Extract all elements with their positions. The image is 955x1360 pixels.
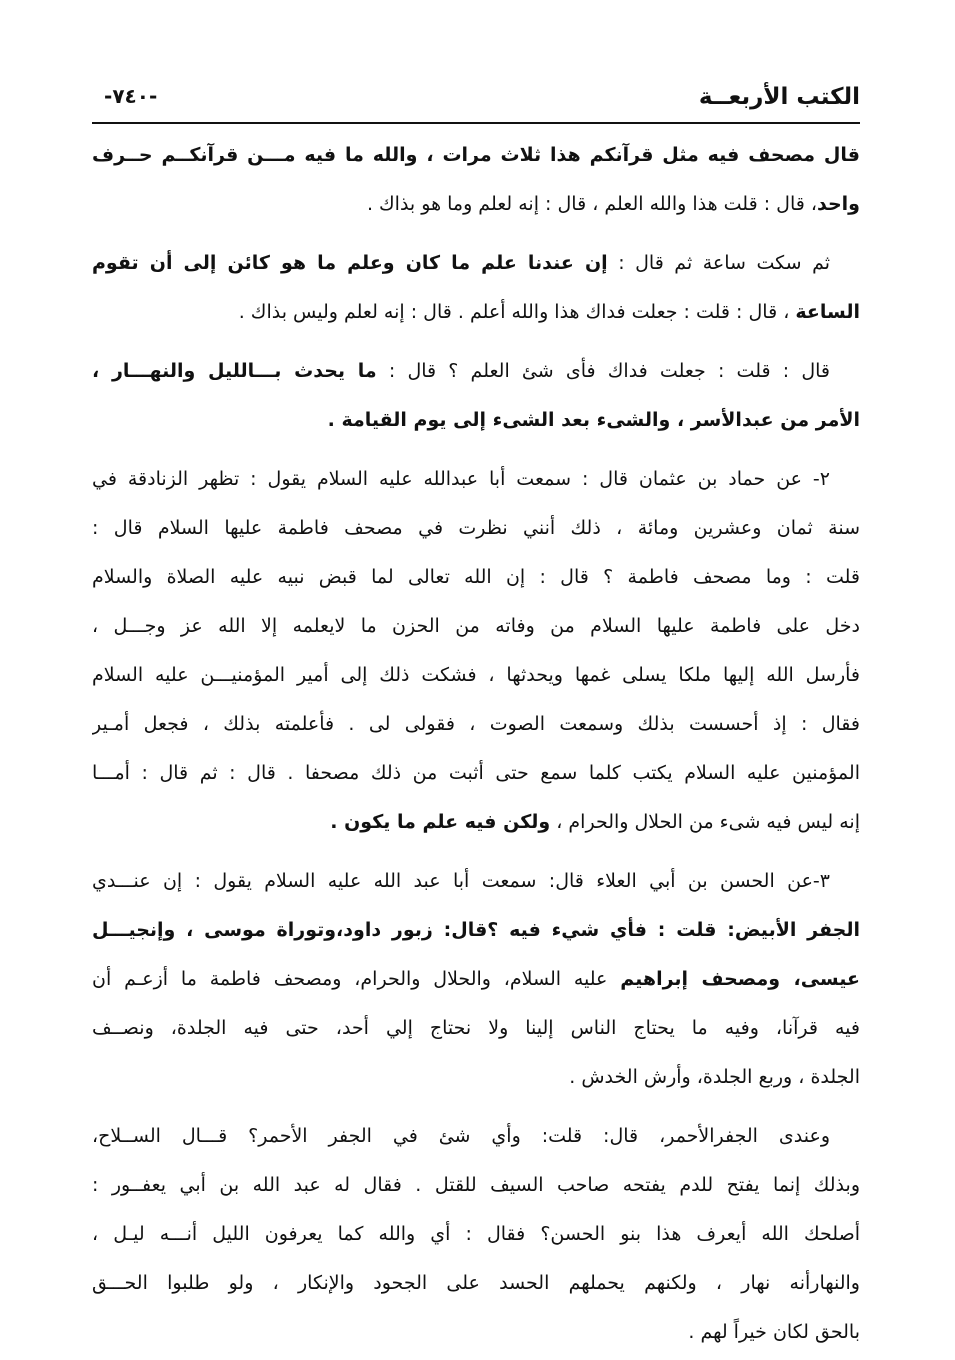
bold-text-segment: عيسى، ومصحف إبراهيم: [620, 968, 860, 990]
text-line: [92, 131, 860, 180]
page-number: -٧٤٠-: [104, 84, 158, 108]
text-segment: وعندى الجفرالأحمر، قال: قلت: وأي شئ في الجفر الأحمر؟ قـــال الســلاح،: [92, 1125, 830, 1147]
text-line: [92, 1004, 860, 1053]
body-text: [92, 131, 860, 1357]
text-segment: دخل على فاطمة عليها السلام من وفاته من الحزن ما لايعلمه إلا الله عز وجـــل ،: [92, 615, 860, 637]
text-line: [92, 347, 860, 396]
text-line: [92, 396, 860, 445]
text-segment: والنهارأنه نهار ، ولكنهم يحملهم الحسد على الجحود والإنكار ، ولو طلبوا الحـــق: [92, 1272, 860, 1294]
page-header: [92, 82, 860, 124]
text-line: [92, 906, 860, 955]
text-line: [92, 1259, 860, 1308]
paragraph-gap: [92, 229, 860, 239]
bold-text-segment: قال مصحف فيه مثل قرآنكم هذا ثلاث مرات ، والله ما فيه مـــن قرآنكــم حــرف: [92, 144, 860, 166]
bold-text-segment: الأمر من عبدالأسر ، والشىء بعد الشىء إلى يوم القيامة .: [327, 409, 860, 431]
text-line: [92, 700, 860, 749]
text-line: [92, 455, 860, 504]
text-segment: فأرسل الله إليها ملكا يسلى غمها ويحدثها ، فشكت ذلك إلى أمير المؤمنيـــن عليه السلام: [92, 664, 860, 686]
bold-text-segment: الجفر الأبيض: قلت : فأي شيء فيه ؟قال: زبور داود،وتوراة موسى ، وإنجيـــل: [92, 919, 860, 941]
text-line: [92, 1053, 860, 1102]
paragraph-gap: [92, 847, 860, 857]
text-segment: إنه ليس فيه شىء من الحلال والحرام ،: [550, 811, 860, 833]
text-line: [92, 239, 860, 288]
paragraph-gap: [92, 445, 860, 455]
text-segment: أصلحك الله أيعرف هذا بنو الحسن؟ فقال : أي والله كما يعرفون الليل أنـــه ليـل ،: [92, 1223, 860, 1245]
text-line: [92, 553, 860, 602]
text-segment: سنة ثمان وعشرين ومائة ، ذلك أنني نظرت في مصحف فاطمة عليها السلام قال :: [92, 517, 860, 539]
text-segment: فقال : إذ أحسست بذلك وسمعت الصوت ، فقولى لى . فأعلمته بذلك ، فجعل أمـير: [92, 713, 860, 735]
text-segment: ثم سكت ساعة ثم قال :: [607, 252, 830, 274]
text-segment: ، قال : قلت هذا والله العلم ، قال : إنه لعلم وما هو بذاك .: [366, 193, 817, 215]
text-segment: وبذلك إنما يفتح للدم يفتحه صاحب السيف للقتل . فقال له عبد الله بن أبي يعفــور :: [92, 1174, 860, 1196]
text-segment: المؤمنين عليه السلام يكتب كلما سمع حتى أثبت من ذلك مصحفا . قال : ثم قال : أمـــا: [92, 762, 860, 784]
text-segment: قلت : وما مصحف فاطمة ؟ قال : إن الله تعالى لما قبض نبيه عليه الصلاة والسلام: [92, 566, 860, 588]
text-line: [92, 798, 860, 847]
paragraph-gap: [92, 1102, 860, 1112]
text-line: [92, 651, 860, 700]
text-line: [92, 180, 860, 229]
text-line: [92, 288, 860, 337]
text-line: [92, 1210, 860, 1259]
text-line: [92, 955, 860, 1004]
bold-text-segment: الساعة: [795, 301, 860, 323]
bold-text-segment: إن عندنا علم ما كان وعلم ما هو كائن إلى أن تقوم: [92, 252, 608, 274]
book-title: الكتب الأربعــة: [698, 84, 860, 110]
text-line: [92, 602, 860, 651]
bold-text-segment: ما يحدث بـــالليل والنهـــار ،: [92, 360, 377, 382]
text-line: [92, 1161, 860, 1210]
text-line: [92, 857, 860, 906]
text-segment: ، قال : قلت : جعلت فداك هذا والله أعلم . قال : إنه لعلم وليس بذاك .: [238, 301, 796, 323]
text-segment: بالحق لكان خيراً لهم .: [688, 1321, 860, 1343]
text-line: [92, 1112, 860, 1161]
text-segment: ٣-عن الحسن بن أبي العلاء قال: سمعت أبا عبد الله عليه السلام يقول : إن عنـــدي: [92, 870, 830, 892]
bold-text-segment: واحد: [817, 193, 860, 215]
text-segment: عليه السلام، والحلال والحرام، ومصحف فاطمة ما أزعـم أن: [92, 968, 621, 990]
text-line: [92, 749, 860, 798]
text-line: [92, 504, 860, 553]
bold-text-segment: ولكن فيه علم ما يكون .: [330, 811, 551, 833]
text-segment: ٢- عن حماد بن عثمان قال : سمعت أبا عبدالله عليه السلام يقول : تظهر الزنادقة في: [92, 468, 830, 490]
text-segment: قال : قلت : جعلت فداك فأى شئ العلم ؟ قال :: [376, 360, 830, 382]
text-segment: فيه قرآنا، وفيه ما يحتاج الناس إلينا ولا نحتاج إلي أحد، حتى فيه الجلدة، ونصــف: [92, 1017, 860, 1039]
text-segment: الجلدة ، وربع الجلدة، وأرش الخدش .: [569, 1066, 860, 1088]
text-line: [92, 1308, 860, 1357]
paragraph-gap: [92, 337, 860, 347]
